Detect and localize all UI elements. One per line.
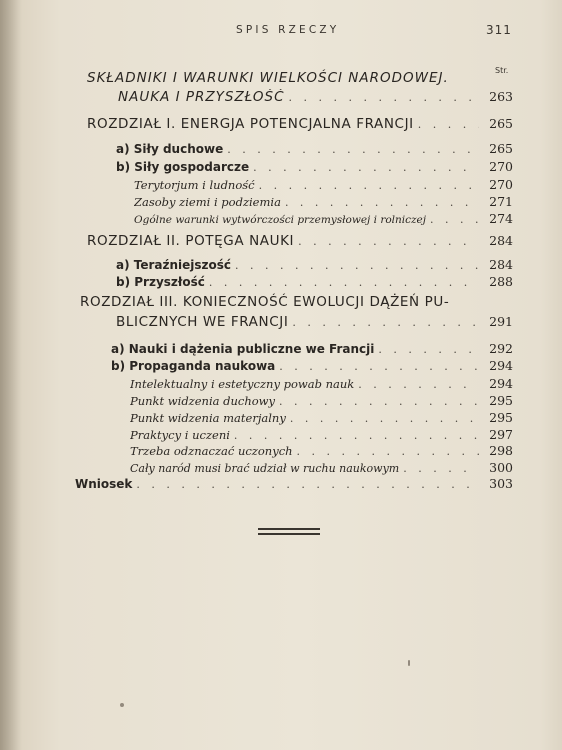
toc-entry-page: 263 [489,89,513,104]
toc-section-label: b) Przyszłość [116,275,205,289]
toc-entry-page: 294 [489,376,513,391]
toc-entry-page: 288 [489,274,513,289]
page-number: 311 [486,23,512,37]
dot-leader [259,179,479,192]
binding-shadow [0,0,22,750]
toc-section-label: a) Siły duchowe [116,142,224,156]
dot-leader [430,213,479,226]
toc-subsection-label: Ogólne warunki wytwórczości przemysłowej i rolniczej [134,214,427,226]
toc-entry-label: NAUKA I PRZYSZŁOŚĆ [118,89,285,105]
toc-conclusion-label: Wniosek [75,477,133,491]
toc-entry-page: 294 [489,358,513,373]
dot-leader [235,259,479,272]
dot-leader [285,196,479,209]
toc-section-label: b) Siły gospodarcze [116,160,250,174]
dot-leader [279,395,479,408]
toc-section-label: a) Nauki i dążenia publiczne we Francji [111,342,375,356]
toc-subsection-label: Trzeba odznaczać uczonych [130,444,293,458]
toc-entry-page: 297 [489,427,513,442]
toc-chapter[interactable] [87,116,513,136]
dot-leader [136,478,479,491]
dot-leader [234,429,479,442]
toc-section[interactable] [116,159,513,179]
dot-leader [289,91,480,104]
toc-section[interactable] [116,274,513,294]
running-head-title: SPIS RZECZY [236,24,340,36]
toc-entry-page: 265 [489,116,513,131]
end-rule-top [258,528,320,530]
toc-subsection-label: Cały naród musi brać udział w ruchu naukowym [130,462,400,475]
dot-leader [297,445,479,458]
toc-chapter[interactable] [87,233,513,253]
toc-entry-page: 270 [489,159,513,174]
toc-subsection-label: Punkt widzenia materjalny [130,411,286,425]
toc-chapter-label: BLICZNYCH WE FRANCJI [116,314,289,330]
toc-entry[interactable] [118,89,513,109]
toc-conclusion[interactable] [75,476,513,496]
dot-leader [253,161,479,174]
dot-leader [290,412,479,425]
toc-entry-page: 271 [489,194,513,209]
dot-leader [378,343,479,356]
toc-entry-page: 300 [489,460,513,475]
toc-entry-page: 295 [489,410,513,425]
toc-entry-page: 270 [489,177,513,192]
dot-leader [292,316,479,329]
dot-leader [418,118,479,131]
toc-subsection[interactable] [134,211,513,231]
toc-entry-page: 274 [489,211,513,226]
paper-speck [408,660,410,666]
toc-entry-page: 292 [489,341,513,356]
toc-entry-page: 303 [489,476,513,491]
toc-entry-page: 298 [489,443,513,458]
dot-leader [358,378,479,391]
toc-entry-page: 284 [489,257,513,272]
dot-leader [209,276,479,289]
toc-entry-page: 295 [489,393,513,408]
toc-section[interactable] [111,358,513,378]
toc-chapter-line1: ROZDZIAŁ III. KONIECZNOŚĆ EWOLUCJI DĄŻEŃ PU- [80,294,450,310]
toc-subsection-label: Intelektualny i estetyczny powab nauk [130,377,355,391]
toc-section[interactable] [116,141,513,161]
toc-subsection-label: Terytorjum i ludność [134,178,255,192]
dot-leader [298,235,479,248]
toc-subsection-label: Praktycy i uczeni [130,428,230,442]
toc-chapter-label: ROZDZIAŁ II. POTĘGA NAUKI [87,233,295,249]
toc-entry-title-line1: SKŁADNIKI I WARUNKI WIELKOŚCI NARODOWEJ. [87,70,449,86]
toc-entry-page: 265 [489,141,513,156]
toc-entry-page: 291 [489,314,513,329]
dot-leader [227,143,479,156]
end-rule-bottom [258,533,320,535]
page-column-label: Str. [495,66,509,75]
toc-section-label: b) Propaganda naukowa [111,359,276,373]
toc-subsection-label: Punkt widzenia duchowy [130,394,276,408]
toc-chapter-label: ROZDZIAŁ I. ENERGJA POTENCJALNA FRANCJI [87,116,414,132]
toc-subsection-label: Zasoby ziemi i podziemia [134,195,281,209]
dot-leader [403,462,479,475]
toc-section-label: a) Teraźniejszość [116,258,232,272]
toc-chapter[interactable] [116,314,513,334]
paper-speck [120,703,124,707]
toc-entry-page: 284 [489,233,513,248]
dot-leader [279,360,479,373]
